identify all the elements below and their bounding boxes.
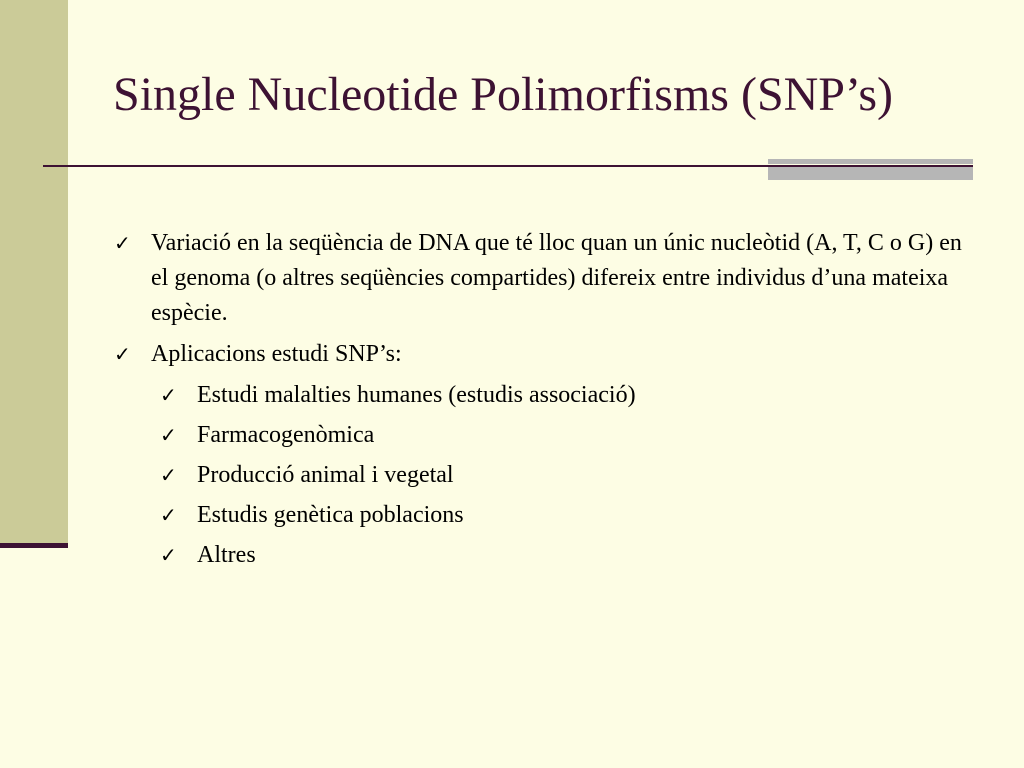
sub-bullet-item <box>158 458 972 493</box>
sub-bullet-text: Altres <box>197 542 256 568</box>
bullet-item <box>112 226 972 331</box>
check-icon: ✓ <box>160 463 177 487</box>
decorative-sidebar <box>0 0 68 546</box>
check-icon: ✓ <box>160 503 177 527</box>
slide-title: Single Nucleotide Polimorfisms (SNP’s) <box>113 68 893 121</box>
check-icon: ✓ <box>160 543 177 567</box>
bullet-text: Variació en la seqüència de DNA que té lloc quan un únic nucleòtid (A, T, C o G) en el genoma (o altres seqüències compartides) difereix entre individus d’una mateixa espècie. <box>151 230 962 326</box>
slide-content <box>112 226 972 578</box>
check-icon: ✓ <box>114 342 131 366</box>
sub-bullet-item <box>158 498 972 533</box>
sub-bullet-item <box>158 538 972 573</box>
sub-bullet-item <box>158 378 972 413</box>
bullet-item <box>112 337 972 372</box>
bullet-text: Aplicacions estudi SNP’s: <box>151 341 402 367</box>
check-icon: ✓ <box>114 231 131 255</box>
sub-bullet-item <box>158 418 972 453</box>
check-icon: ✓ <box>160 383 177 407</box>
check-icon: ✓ <box>160 423 177 447</box>
sub-bullet-text: Estudis genètica poblacions <box>197 502 464 528</box>
sub-bullet-text: Producció animal i vegetal <box>197 462 454 488</box>
sidebar-bottom-line <box>0 543 68 548</box>
title-accent-bars <box>768 159 973 180</box>
sub-bullet-text: Farmacogenòmica <box>197 422 375 448</box>
sub-bullet-text: Estudi malalties humanes (estudis associació) <box>197 382 636 408</box>
